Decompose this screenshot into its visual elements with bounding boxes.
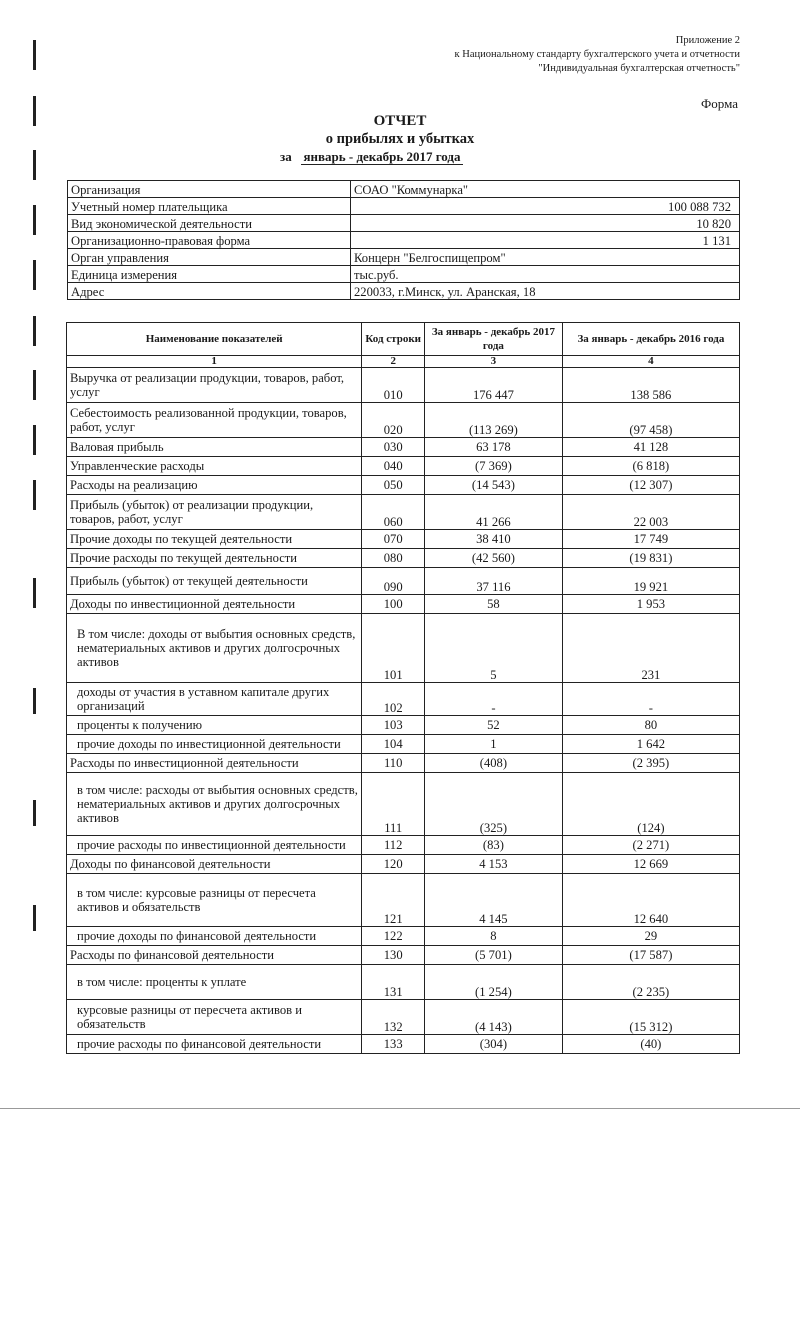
row-name: Доходы по финансовой деятельности: [67, 855, 362, 874]
org-info-value: 10 820: [351, 215, 740, 232]
table-row: [67, 457, 740, 476]
row-value-2017: 4 145: [425, 874, 563, 927]
row-value-2017: (4 143): [425, 1000, 563, 1035]
row-value-2016: 138 586: [562, 368, 739, 403]
org-info-label: Организационно-правовая форма: [68, 232, 351, 249]
row-name: Управленческие расходы: [67, 457, 362, 476]
row-code: 120: [362, 855, 425, 874]
org-info-label: Учетный номер плательщика: [68, 198, 351, 215]
column-number: 3: [425, 356, 563, 368]
row-value-2016: 1 953: [562, 595, 739, 614]
row-value-2017: 38 410: [425, 530, 563, 549]
row-name: В том числе: доходы от выбытия основных средств, нематериальных активов и других долгосрочных активов: [67, 614, 362, 683]
row-name: в том числе: расходы от выбытия основных средств, нематериальных активов и других долгосрочных активов: [67, 773, 362, 836]
row-value-2016: 80: [562, 716, 739, 735]
org-info-label: Организация: [68, 181, 351, 198]
row-name: курсовые разницы от пересчета активов и обязательств: [67, 1000, 362, 1035]
table-header-row: [67, 323, 740, 356]
row-code: 060: [362, 495, 425, 530]
org-info-row: [68, 232, 740, 249]
row-value-2016: 29: [562, 927, 739, 946]
appendix-line-1: Приложение 2: [675, 35, 740, 46]
row-name: Расходы по инвестиционной деятельности: [67, 754, 362, 773]
row-code: 030: [362, 438, 425, 457]
row-value-2016: 12 669: [562, 855, 739, 874]
table-row: [67, 716, 740, 735]
row-value-2017: 41 266: [425, 495, 563, 530]
row-value-2017: (5 701): [425, 946, 563, 965]
row-value-2017: 4 153: [425, 855, 563, 874]
org-info-label: Вид экономической деятельности: [68, 215, 351, 232]
row-value-2016: 231: [562, 614, 739, 683]
row-value-2017: 58: [425, 595, 563, 614]
scan-margin-mark: [33, 800, 36, 826]
row-code: 133: [362, 1035, 425, 1054]
period-prefix: за: [280, 149, 292, 164]
row-name: прочие расходы по инвестиционной деятельности: [67, 836, 362, 855]
row-value-2016: (15 312): [562, 1000, 739, 1035]
row-code: 131: [362, 965, 425, 1000]
org-info-row: [68, 266, 740, 283]
row-code: 132: [362, 1000, 425, 1035]
row-value-2016: (19 831): [562, 549, 739, 568]
appendix-note: [455, 34, 740, 76]
row-value-2016: (97 458): [562, 403, 739, 438]
header-current-period: За январь - декабрь 2017 года: [425, 323, 563, 356]
org-info-value: СОАО "Коммунарка": [351, 181, 740, 198]
org-info-value: Концерн "Белгоспищепром": [351, 249, 740, 266]
header-name: Наименование показателей: [67, 323, 362, 356]
row-value-2017: (304): [425, 1035, 563, 1054]
row-name: Прибыль (убыток) от реализации продукции, товаров, работ, услуг: [67, 495, 362, 530]
org-info-row: [68, 198, 740, 215]
table-row: [67, 874, 740, 927]
row-code: 080: [362, 549, 425, 568]
row-value-2016: 1 642: [562, 735, 739, 754]
org-info-value: тыс.руб.: [351, 266, 740, 283]
row-value-2016: (2 271): [562, 836, 739, 855]
table-row: [67, 476, 740, 495]
row-value-2017: 1: [425, 735, 563, 754]
scan-margin-mark: [33, 578, 36, 608]
row-code: 070: [362, 530, 425, 549]
report-title: ОТЧЕТ: [373, 113, 427, 129]
row-code: 040: [362, 457, 425, 476]
row-code: 121: [362, 874, 425, 927]
row-value-2016: 12 640: [562, 874, 739, 927]
scan-margin-mark: [33, 40, 36, 70]
row-value-2017: (408): [425, 754, 563, 773]
org-info-value: 100 088 732: [351, 198, 740, 215]
scan-margin-mark: [33, 370, 36, 400]
row-name: в том числе: проценты к уплате: [67, 965, 362, 1000]
row-value-2017: 52: [425, 716, 563, 735]
org-info-row: [68, 283, 740, 300]
row-value-2017: (83): [425, 836, 563, 855]
org-info-label: Орган управления: [68, 249, 351, 266]
row-value-2016: (17 587): [562, 946, 739, 965]
row-value-2017: 176 447: [425, 368, 563, 403]
row-code: 130: [362, 946, 425, 965]
table-row: [67, 773, 740, 836]
org-info-row: [68, 215, 740, 232]
row-value-2016: (124): [562, 773, 739, 836]
row-value-2017: 5: [425, 614, 563, 683]
row-name: Выручка от реализации продукции, товаров, работ, услуг: [67, 368, 362, 403]
row-value-2017: (113 269): [425, 403, 563, 438]
org-info-row: [68, 181, 740, 198]
row-code: 103: [362, 716, 425, 735]
period-value: январь - декабрь 2017 года: [303, 149, 461, 164]
row-name: Расходы по финансовой деятельности: [67, 946, 362, 965]
row-code: 112: [362, 836, 425, 855]
column-number: 1: [67, 356, 362, 368]
row-code: 122: [362, 927, 425, 946]
row-value-2017: 8: [425, 927, 563, 946]
row-code: 050: [362, 476, 425, 495]
org-info-value: 220033, г.Минск, ул. Аранская, 18: [351, 283, 740, 300]
table-row: [67, 946, 740, 965]
table-row: [67, 683, 740, 716]
row-code: 111: [362, 773, 425, 836]
row-value-2016: (6 818): [562, 457, 739, 476]
table-row: [67, 1000, 740, 1035]
report-period: [280, 149, 463, 165]
row-name: Валовая прибыль: [67, 438, 362, 457]
appendix-line-2: к Национальному стандарту бухгалтерского учета и отчетности: [454, 49, 740, 60]
row-code: 102: [362, 683, 425, 716]
organization-info-table: [67, 180, 740, 300]
table-row: [67, 927, 740, 946]
table-row: [67, 614, 740, 683]
row-value-2016: (2 235): [562, 965, 739, 1000]
scan-margin-mark: [33, 316, 36, 346]
row-value-2016: (2 395): [562, 754, 739, 773]
appendix-line-3: "Индивидуальная бухгалтерская отчетность": [538, 63, 740, 74]
row-value-2017: -: [425, 683, 563, 716]
row-name: Прочие доходы по текущей деятельности: [67, 530, 362, 549]
row-code: 090: [362, 568, 425, 595]
row-value-2016: 17 749: [562, 530, 739, 549]
table-row: [67, 836, 740, 855]
row-code: 101: [362, 614, 425, 683]
table-row: [67, 530, 740, 549]
row-value-2017: 37 116: [425, 568, 563, 595]
table-row: [67, 438, 740, 457]
row-name: прочие расходы по финансовой деятельности: [67, 1035, 362, 1054]
row-name: прочие доходы по финансовой деятельности: [67, 927, 362, 946]
column-number: 2: [362, 356, 425, 368]
table-row: [67, 855, 740, 874]
row-name: проценты к получению: [67, 716, 362, 735]
row-value-2016: 41 128: [562, 438, 739, 457]
scan-margin-mark: [33, 480, 36, 510]
row-name: Прибыль (убыток) от текущей деятельности: [67, 568, 362, 595]
org-info-value: 1 131: [351, 232, 740, 249]
row-name: прочие доходы по инвестиционной деятельности: [67, 735, 362, 754]
report-subtitle: о прибылях и убытках: [325, 131, 475, 147]
row-value-2016: (40): [562, 1035, 739, 1054]
row-code: 010: [362, 368, 425, 403]
table-row: [67, 754, 740, 773]
row-code: 020: [362, 403, 425, 438]
scan-margin-mark: [33, 205, 36, 235]
table-row: [67, 549, 740, 568]
org-info-label: Единица измерения: [68, 266, 351, 283]
org-info-row: [68, 249, 740, 266]
header-code: Код строки: [362, 323, 425, 356]
row-value-2017: (14 543): [425, 476, 563, 495]
table-row: [67, 1035, 740, 1054]
row-value-2017: (1 254): [425, 965, 563, 1000]
row-value-2017: (42 560): [425, 549, 563, 568]
row-name: Расходы на реализацию: [67, 476, 362, 495]
row-value-2017: 63 178: [425, 438, 563, 457]
org-info-label: Адрес: [68, 283, 351, 300]
scan-margin-mark: [33, 688, 36, 714]
scan-margin-mark: [33, 905, 36, 931]
table-row: [67, 595, 740, 614]
row-code: 110: [362, 754, 425, 773]
row-name: доходы от участия в уставном капитале других организаций: [67, 683, 362, 716]
table-row: [67, 368, 740, 403]
column-number-row: [67, 356, 740, 368]
row-name: Прочие расходы по текущей деятельности: [67, 549, 362, 568]
table-row: [67, 568, 740, 595]
scan-margin-mark: [33, 260, 36, 290]
scan-margin-mark: [33, 150, 36, 180]
table-row: [67, 403, 740, 438]
row-name: Доходы по инвестиционной деятельности: [67, 595, 362, 614]
row-value-2017: (325): [425, 773, 563, 836]
scan-bottom-line: [0, 1108, 800, 1109]
table-row: [67, 965, 740, 1000]
row-code: 104: [362, 735, 425, 754]
form-label: Форма: [701, 96, 738, 111]
row-value-2016: 22 003: [562, 495, 739, 530]
profit-loss-table: [66, 322, 740, 1054]
row-name: Себестоимость реализованной продукции, товаров, работ, услуг: [67, 403, 362, 438]
row-value-2016: 19 921: [562, 568, 739, 595]
table-row: [67, 735, 740, 754]
scan-margin-mark: [33, 425, 36, 455]
column-number: 4: [562, 356, 739, 368]
table-row: [67, 495, 740, 530]
row-value-2016: -: [562, 683, 739, 716]
row-value-2017: (7 369): [425, 457, 563, 476]
header-previous-period: За январь - декабрь 2016 года: [562, 323, 739, 356]
row-code: 100: [362, 595, 425, 614]
row-value-2016: (12 307): [562, 476, 739, 495]
row-name: в том числе: курсовые разницы от пересчета активов и обязательств: [67, 874, 362, 927]
